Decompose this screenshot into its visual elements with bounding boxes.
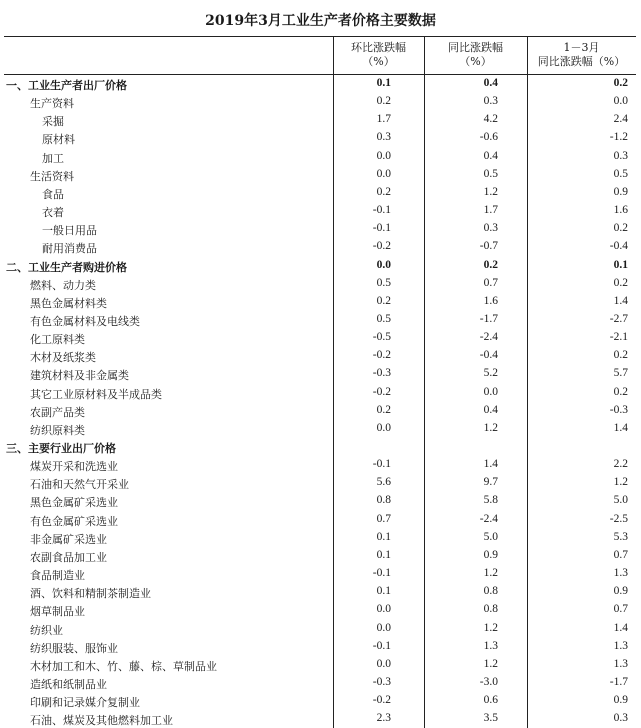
ytd-value: -1.2	[609, 131, 628, 144]
ytd-value: 1.3	[613, 567, 628, 580]
row-label: 木材加工和木、竹、藤、棕、草制品业	[30, 659, 217, 673]
header-ytd-line1: 1－3月	[563, 41, 600, 54]
table-row	[4, 638, 636, 656]
yoy-value: -2.4	[479, 331, 498, 344]
yoy-value: 9.7	[483, 476, 498, 489]
ytd-value: 1.4	[613, 421, 628, 434]
table-row	[4, 456, 636, 474]
table-row	[4, 547, 636, 565]
table-row	[4, 75, 636, 93]
table-row	[4, 674, 636, 692]
row-label: 食品制造业	[30, 569, 85, 583]
header-yoy	[424, 36, 527, 74]
mom-value: -0.1	[372, 458, 391, 471]
row-label: 有色金属矿采选业	[30, 514, 118, 528]
row-label: 有色金属材料及电线类	[30, 314, 140, 328]
mom-value: 0.2	[376, 403, 391, 416]
ytd-value: 0.3	[613, 712, 628, 725]
yoy-value: -0.4	[479, 349, 498, 362]
ytd-value: 0.2	[613, 385, 628, 398]
mom-value: -0.5	[372, 331, 391, 344]
mom-value: -0.2	[372, 349, 391, 362]
yoy-value: 0.9	[483, 548, 498, 561]
table-row	[4, 275, 636, 293]
header-mom-line1: 环比涨跌幅	[351, 41, 406, 54]
row-label: 造纸和纸制品业	[30, 677, 107, 691]
row-label: 生活资料	[30, 169, 74, 183]
yoy-value: 4.2	[483, 113, 498, 126]
yoy-value: -0.7	[479, 240, 498, 253]
yoy-value: 0.3	[483, 95, 498, 108]
ytd-value: -2.7	[609, 312, 628, 325]
yoy-value: 1.7	[483, 204, 498, 217]
ytd-value: 1.3	[613, 639, 628, 652]
mom-value: 1.7	[376, 113, 391, 126]
table-row	[4, 220, 636, 238]
header-yoy-line2: （%）	[459, 55, 492, 68]
ytd-value: 1.6	[613, 204, 628, 217]
ytd-value: 0.2	[613, 276, 628, 289]
ytd-value: 5.7	[613, 367, 628, 380]
row-label: 纺织业	[30, 623, 63, 637]
row-label: 耐用消费品	[42, 242, 97, 256]
row-label: 燃料、动力类	[30, 278, 96, 292]
ytd-value: 5.3	[613, 530, 628, 543]
ytd-value: 0.3	[613, 149, 628, 162]
row-label: 酒、饮料和精制茶制造业	[30, 587, 151, 601]
mom-value: 0.1	[376, 77, 391, 89]
table-row	[4, 148, 636, 166]
mom-value: -0.1	[372, 639, 391, 652]
row-label: 纺织服装、服饰业	[30, 641, 118, 655]
ytd-value: 0.7	[613, 603, 628, 616]
row-label: 一、工业生产者出厂价格	[6, 79, 127, 92]
header-ytd-line2: 同比涨跌幅（%）	[537, 55, 626, 68]
ytd-value: -0.4	[609, 240, 628, 253]
yoy-value: -1.7	[479, 312, 498, 325]
ytd-value: 5.0	[613, 494, 628, 507]
yoy-value: 0.8	[483, 603, 498, 616]
mom-value: 5.6	[376, 476, 391, 489]
table-row	[4, 620, 636, 638]
page-title: 2019年3月工业生产者价格主要数据	[205, 13, 436, 29]
yoy-value: 1.4	[483, 458, 498, 471]
yoy-value: 5.0	[483, 530, 498, 543]
yoy-value: 1.2	[483, 621, 498, 634]
row-label: 木材及纸浆类	[30, 351, 96, 365]
ytd-value: 2.2	[613, 458, 628, 471]
row-label: 黑色金属矿采选业	[30, 496, 118, 510]
mom-value: 0.2	[376, 95, 391, 108]
header-mom	[333, 36, 424, 74]
yoy-value: 5.2	[483, 367, 498, 380]
table-row	[4, 511, 636, 529]
yoy-value: 0.6	[483, 694, 498, 707]
ytd-value: 1.4	[613, 621, 628, 634]
table-row	[4, 184, 636, 202]
mom-value: 0.0	[376, 421, 391, 434]
mom-value: 0.2	[376, 185, 391, 198]
row-label: 煤炭开采和洗选业	[30, 460, 118, 474]
table-row	[4, 710, 636, 728]
row-label: 烟草制品业	[30, 605, 85, 619]
row-label: 衣着	[42, 206, 64, 220]
ytd-value: 1.3	[613, 657, 628, 670]
ytd-value: 0.9	[613, 585, 628, 598]
header-ytd	[527, 36, 636, 74]
table-row	[4, 111, 636, 129]
ytd-value: 0.1	[613, 258, 628, 271]
row-label: 其它工业原材料及半成品类	[30, 387, 162, 401]
row-label: 三、主要行业出厂价格	[6, 442, 116, 455]
yoy-value: 0.5	[483, 167, 498, 180]
ytd-value: 1.4	[613, 294, 628, 307]
row-label: 生产资料	[30, 97, 74, 111]
row-label: 农副食品加工业	[30, 550, 107, 564]
table-row	[4, 129, 636, 147]
table-row	[4, 529, 636, 547]
mom-value: 0.1	[376, 530, 391, 543]
yoy-value: 1.3	[483, 639, 498, 652]
yoy-value: 5.8	[483, 494, 498, 507]
yoy-value: 3.5	[483, 712, 498, 725]
yoy-value: 0.3	[483, 222, 498, 235]
row-label: 纺织原料类	[30, 423, 85, 437]
table-row	[4, 329, 636, 347]
mom-value: -0.1	[372, 567, 391, 580]
table-row	[4, 384, 636, 402]
mom-value: 0.1	[376, 585, 391, 598]
yoy-value: 1.2	[483, 657, 498, 670]
ytd-value: 0.0	[613, 95, 628, 108]
row-label: 黑色金属材料类	[30, 296, 107, 310]
yoy-value: -0.6	[479, 131, 498, 144]
mom-value: -0.1	[372, 222, 391, 235]
table-row	[4, 202, 636, 220]
mom-value: -0.1	[372, 204, 391, 217]
row-label: 食品	[42, 187, 64, 201]
row-label: 印刷和记录媒介复制业	[30, 696, 140, 710]
yoy-value: 0.8	[483, 585, 498, 598]
ytd-value: 0.2	[613, 222, 628, 235]
mom-value: -0.2	[372, 694, 391, 707]
table-row	[4, 656, 636, 674]
row-label: 农副产品类	[30, 405, 85, 419]
mom-value: 0.2	[376, 294, 391, 307]
yoy-value: 0.2	[483, 258, 498, 271]
row-label: 非金属矿采选业	[30, 532, 107, 546]
table-row	[4, 402, 636, 420]
table-row	[4, 583, 636, 601]
ytd-value: 0.2	[613, 349, 628, 362]
ytd-value: -2.5	[609, 512, 628, 525]
mom-value: 0.5	[376, 312, 391, 325]
table-row	[4, 474, 636, 492]
row-label: 建筑材料及非金属类	[30, 369, 129, 383]
table-row	[4, 492, 636, 510]
mom-value: 0.0	[376, 258, 391, 271]
mom-value: 0.0	[376, 603, 391, 616]
ytd-value: -2.1	[609, 331, 628, 344]
table-row	[4, 238, 636, 256]
mom-value: 0.0	[376, 149, 391, 162]
row-label: 二、工业生产者购进价格	[6, 260, 127, 274]
row-label: 石油和天然气开采业	[30, 478, 129, 492]
mom-value: 0.8	[376, 494, 391, 507]
row-label: 化工原料类	[30, 333, 85, 347]
row-label: 加工	[42, 151, 64, 165]
mom-value: 0.5	[376, 276, 391, 289]
yoy-value: 1.6	[483, 294, 498, 307]
table-row	[4, 420, 636, 438]
mom-value: -0.2	[372, 385, 391, 398]
yoy-value: 0.4	[483, 77, 498, 89]
table-row	[4, 438, 636, 456]
table-row	[4, 293, 636, 311]
mom-value: -0.3	[372, 367, 391, 380]
mom-value: 0.0	[376, 621, 391, 634]
ytd-value: 0.5	[613, 167, 628, 180]
table-row	[4, 347, 636, 365]
ytd-value: 0.9	[613, 185, 628, 198]
header-yoy-line1: 同比涨跌幅	[448, 41, 503, 54]
table-row	[4, 257, 636, 275]
table-row	[4, 365, 636, 383]
yoy-value: 0.7	[483, 276, 498, 289]
mom-value: -0.2	[372, 240, 391, 253]
table-row	[4, 601, 636, 619]
yoy-value: 0.0	[483, 385, 498, 398]
row-label: 采掘	[42, 115, 64, 129]
ytd-value: -0.3	[609, 403, 628, 416]
row-label: 石油、煤炭及其他燃料加工业	[30, 714, 173, 728]
mom-value: 0.1	[376, 548, 391, 561]
yoy-value: 1.2	[483, 421, 498, 434]
yoy-value: -2.4	[479, 512, 498, 525]
ytd-value: 0.9	[613, 694, 628, 707]
mom-value: -0.3	[372, 675, 391, 688]
mom-value: 0.7	[376, 512, 391, 525]
ytd-value: 2.4	[613, 113, 628, 126]
ytd-value: -1.7	[609, 675, 628, 688]
table-row	[4, 166, 636, 184]
table-row	[4, 565, 636, 583]
table-row	[4, 93, 636, 111]
mom-value: 2.3	[376, 712, 391, 725]
row-label: 原材料	[42, 133, 75, 147]
yoy-value: 0.4	[483, 149, 498, 162]
ytd-value: 0.2	[613, 77, 628, 89]
mom-value: 0.0	[376, 167, 391, 180]
ytd-value: 1.2	[613, 476, 628, 489]
ytd-value: 0.7	[613, 548, 628, 561]
table-row	[4, 692, 636, 710]
yoy-value: 0.4	[483, 403, 498, 416]
mom-value: 0.3	[376, 131, 391, 144]
table-row	[4, 311, 636, 329]
yoy-value: 1.2	[483, 185, 498, 198]
row-label: 一般日用品	[42, 224, 97, 238]
yoy-value: 1.2	[483, 567, 498, 580]
header-mom-line2: （%）	[362, 55, 395, 68]
mom-value: 0.0	[376, 657, 391, 670]
yoy-value: -3.0	[479, 675, 498, 688]
